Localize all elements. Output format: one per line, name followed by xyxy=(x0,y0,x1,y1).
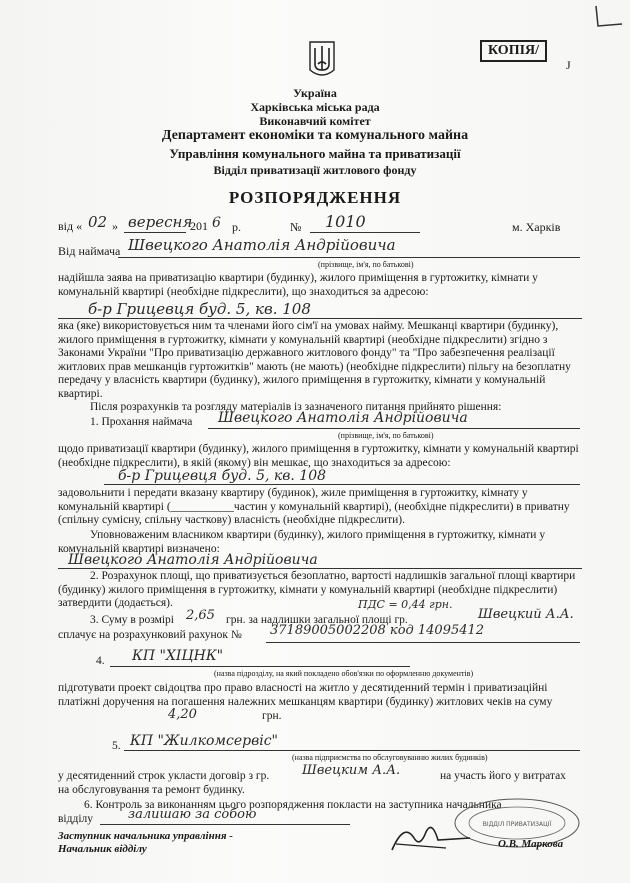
item5-org: КП "Жилкомсервіс" xyxy=(130,733,278,749)
contract-suffix: на участь його у витратах xyxy=(440,770,566,782)
paragraph-usage: яка (яке) використовується ним та членами його сім'ї на умовах найму. Мешканці квартири (будинку), жилого приміщення в гуртожитку, кімнати у комунальній квартирі (необхідне підкреслити) згідно з Законами України "Про приватизацію державного житлового фонду" та "Про забезпечення реалізації житлових прав мешканців гуртожитків" мають (не мають) (необхідне підкреслити) пільгу на безоплатну передачу у власність квартири (будинку), жилого приміщення в гуртожитку, кімнати у комунальній квартирі. xyxy=(58,320,571,400)
signer-name: О.В. Маркова xyxy=(498,838,564,850)
item3-prefix: 3. Суму в розмірі xyxy=(90,614,174,626)
document-number: 1010 xyxy=(325,212,366,231)
item4-prefix: 4. xyxy=(96,655,105,667)
signer-role-2: Начальник відділу xyxy=(58,843,147,855)
item1-name: Швецкого Анатолія Андрійовича xyxy=(218,410,468,426)
area-note: ПДС = 0,44 грн. xyxy=(358,598,453,611)
paragraph-certificate: підготувати проект свідоцтва про право власності на житло у десятиденний термін і приватизаційні платіжні доручення на погашення належних мешканцям квартири (будинку) житлових чеків на суму xyxy=(58,682,553,708)
address-line: б-р Грицевця буд. 5, кв. 108 xyxy=(88,300,311,318)
svg-text:ВІДДІЛ ПРИВАТИЗАЦІЇ: ВІДДІЛ ПРИВАТИЗАЦІЇ xyxy=(482,821,552,828)
item4-org: КП "ХІЦНК" xyxy=(132,648,224,664)
certificate-sum: 4,20 xyxy=(168,707,197,722)
tenant-name: Швецкого Анатолія Андрійовича xyxy=(128,236,396,254)
contract-line2: на обслуговування та ремонт будинку. xyxy=(58,784,245,796)
copy-stamp-mark: Ј xyxy=(566,58,571,72)
item5-prefix: 5. xyxy=(112,740,121,752)
paragraph-application: надійшла заява на приватизацію квартири (будинку), жилого приміщення в гуртожитку, кімнати у комунальній квартирі (необхідне підкреслити), що знаходиться за адресою: xyxy=(58,272,538,298)
date-year-digit: 6 xyxy=(212,215,221,231)
item3-account: 37189005002208 код 14095412 xyxy=(270,623,485,638)
header-administration: Управління комунального майна та приватизації xyxy=(169,146,461,161)
address2-line: б-р Грицевця буд. 5, кв. 108 xyxy=(118,468,327,484)
owner-name: Швецкого Анатолія Андрійовича xyxy=(68,552,318,568)
date-month: вересня xyxy=(128,213,193,231)
date-prefix: від « xyxy=(58,219,83,233)
date-year-suffix: р. xyxy=(232,220,241,234)
header-department: Департамент економіки та комунального майна xyxy=(161,128,469,143)
number-label: № xyxy=(290,220,302,234)
contract-prefix: у десятиденний строк укласти договір з гр. xyxy=(58,770,270,782)
signer-role-1: Заступник начальника управління - xyxy=(58,830,233,842)
item6-line2-prefix: відділу xyxy=(58,813,94,825)
item3-mid: грн. за надлишки загальної площі гр. xyxy=(226,614,408,626)
paragraph-privatization: щодо приватизації квартири (будинку), жилого приміщення в гуртожитку, кімнати у комунальній квартирі (необхідне підкреслити), в якій (якому) він мешкає, що знаходиться за адресою: xyxy=(58,443,579,469)
item1-caption: (прізвище, ім'я, по батькові) xyxy=(338,431,434,440)
corner-mark-icon xyxy=(592,4,626,32)
header-division: Відділ приватизації житлового фонду xyxy=(213,163,417,177)
copy-stamp: КОПІЯ/ xyxy=(480,40,547,62)
paragraph-area: 2. Розрахунок площі, що приватизується безоплатно, вартості надлишків загальної площі квартири (будинку) жилого приміщення в гуртожитку, кімнати у комунальній квартирі (необхідне підкреслити) затвердити (додається). xyxy=(58,570,576,609)
header-country: Україна xyxy=(293,86,337,100)
tenant-caption: (прізвище, ім'я, по батькові) xyxy=(318,260,414,269)
certificate-sum-unit: грн. xyxy=(262,710,282,722)
date-day: 02 xyxy=(88,213,108,231)
signature-scribble-icon xyxy=(386,818,476,858)
header-council: Харківська міська рада xyxy=(250,100,380,114)
item3-line2: сплачує на розрахунковий рахунок № xyxy=(58,629,242,641)
item6-handwritten: залишаю за собою xyxy=(128,807,257,822)
item4-caption: (назва підрозділу, на який покладено обов'язки по оформленню документів) xyxy=(214,669,474,678)
date-year-prefix: 201 xyxy=(190,219,208,233)
header-committee: Виконавчий комітет xyxy=(259,114,371,128)
city: м. Харків xyxy=(512,220,561,234)
tenant-label: Від наймача xyxy=(58,244,121,258)
paragraph-owner: Уповноваженим власником квартири (будинку), жилого приміщення в гуртожитку, кімнати у комунальній квартирі визначено: xyxy=(58,529,546,555)
contract-name: Швецким А.А. xyxy=(302,763,401,778)
date-day-suffix: » xyxy=(112,219,118,233)
item1-label: 1. Прохання наймача xyxy=(90,416,193,428)
document-title: РОЗПОРЯДЖЕННЯ xyxy=(228,188,402,207)
paragraph-decision: Після розрахунків та розгляду матеріалів із зазначеного питання прийнято рішення: xyxy=(90,401,502,413)
paragraph-transfer: задовольнити і передати вказану квартиру (будинок), жиле приміщення в гуртожитку, кімнату у комунальній квартирі (___________частин у комунальній квартирі), (необхідне підкреслити) в приватну (спільну сумісну, спільну часткову) власність (необхідне підкреслити). xyxy=(58,487,570,526)
item5-caption: (назва підприємства по обслуговуванню жилих будинків) xyxy=(292,753,488,762)
item3-sum: 2,65 xyxy=(186,608,215,623)
item6-text: 6. Контроль за виконанням цього розпорядження покласти на заступника начальника xyxy=(84,799,502,811)
item3-name: Швецкий А.А. xyxy=(478,607,574,622)
trident-icon xyxy=(308,40,336,80)
